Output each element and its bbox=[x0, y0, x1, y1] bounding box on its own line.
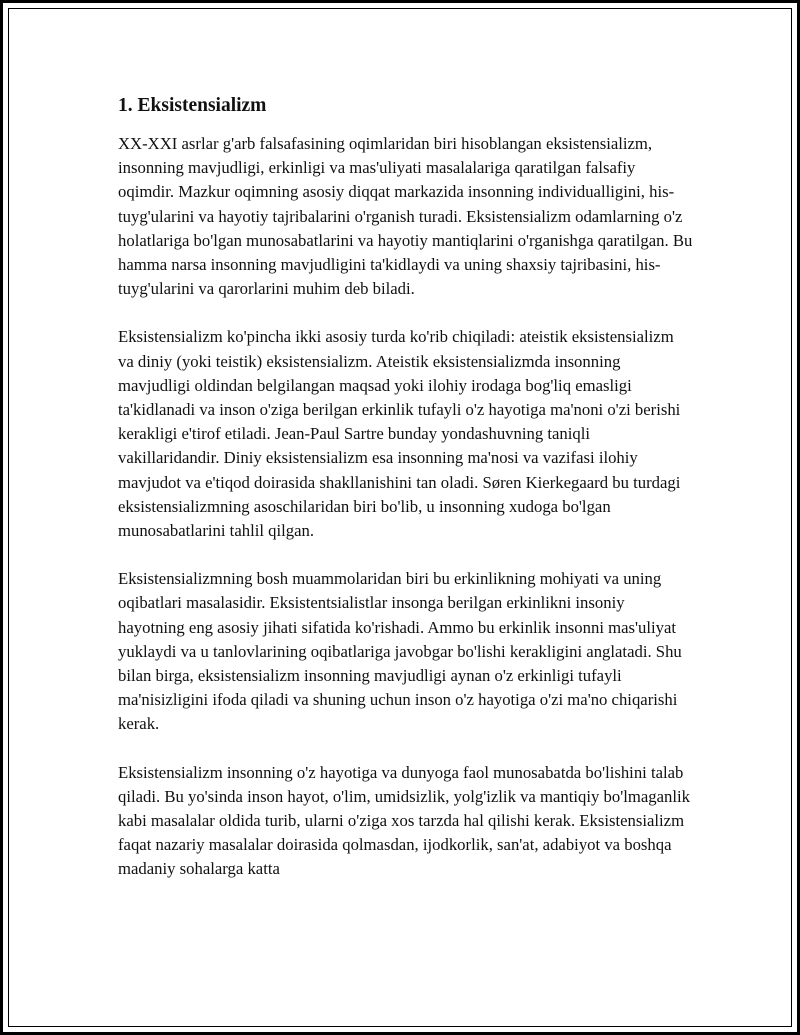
paragraph-active-attitude: Eksistensializm insonning o'z hayotiga va dunyoga faol munosabatda bo'lishini talab qiladi. Bu yo'sinda inson hayot, o'lim, umidsizlik, yolg'izlik va mantiqiy bo'lmaganlik kabi masalalar oldida turib, ularni o'ziga xos tarzda hal qilishi kerak. Eksistensializm faqat nazariy masalalar doirasida qolmasdan, ijodkorlik, san'at, adabiyot va boshqa madaniy sohalarga katta bbox=[118, 762, 690, 879]
section-heading: 1. Eksistensializm bbox=[118, 95, 267, 116]
paragraph-intro: XX-XXI asrlar g'arb falsafasining oqimlaridan biri hisoblangan eksistensializm, insonning mavjudligi, erkinligi va mas'uliyati masalalariga qaratilgan falsafiy oqimdir. Mazkur oqimning asosiy diqqat markazida insonning individualligini, his-tuyg'ularini va hayotiy tajribalarini o'rganish turadi. Eksistensializm odamlarning o'z holatlariga bo'lgan munosabatlarini va hayotiy mantiqlarini o'rganishga qaratilgan. Bu hamma narsa insonning mavjudligini ta'kidlaydi va uning shaxsiy tajribasini, his-tuyg'ularini va qarorlarini muhim deb biladi. bbox=[118, 134, 693, 299]
document-body bbox=[118, 94, 693, 906]
paragraph-types: Eksistensializm ko'pincha ikki asosiy turda ko'rib chiqiladi: ateistik eksistensializm va diniy (yoki teistik) eksistensializm. Ateistik eksistensializmda insonning mavjudligi oldindan belgilangan maqsad yoki ilohiy irodaga bog'liq emasligi ta'kidlanadi va inson o'ziga berilgan erkinlik tufayli o'z hayotiga ma'noni o'zi berishi kerakligi e'tirof etiladi. Jean-Paul Sartre bunday yondashuvning taniqli vakillaridandir. Diniy eksistensializm esa insonning ma'nosi va vazifasi ilohiy mavjudot va e'tiqod doirasida shakllanishini tan oladi. Søren Kierkegaard bu turdagi eksistensializmning asoschilaridan biri bo'lib, u insonning xudoga bo'lgan munosabatlarini tahlil qilgan. bbox=[118, 327, 681, 541]
paragraph-freedom: Eksistensializmning bosh muammolaridan biri bu erkinlikning mohiyati va uning oqibatlari masalasidir. Eksistentsialistlar insonga berilgan erkinlikni insoniy hayotning eng asosiy jihati sifatida ko'rishadi. Ammo bu erkinlik insonni mas'uliyat yuklaydi va u tanlovlarining oqibatlariga javobgar bo'lishi kerakligini anglatadi. Shu bilan birga, eksistensializm insonning mavjudligi aynan o'z erkinligi tufayli ma'nisizligini ifoda qiladi va shuning uchun inson o'z hayotiga o'zi ma'no chiqarishi kerak. bbox=[118, 569, 682, 734]
